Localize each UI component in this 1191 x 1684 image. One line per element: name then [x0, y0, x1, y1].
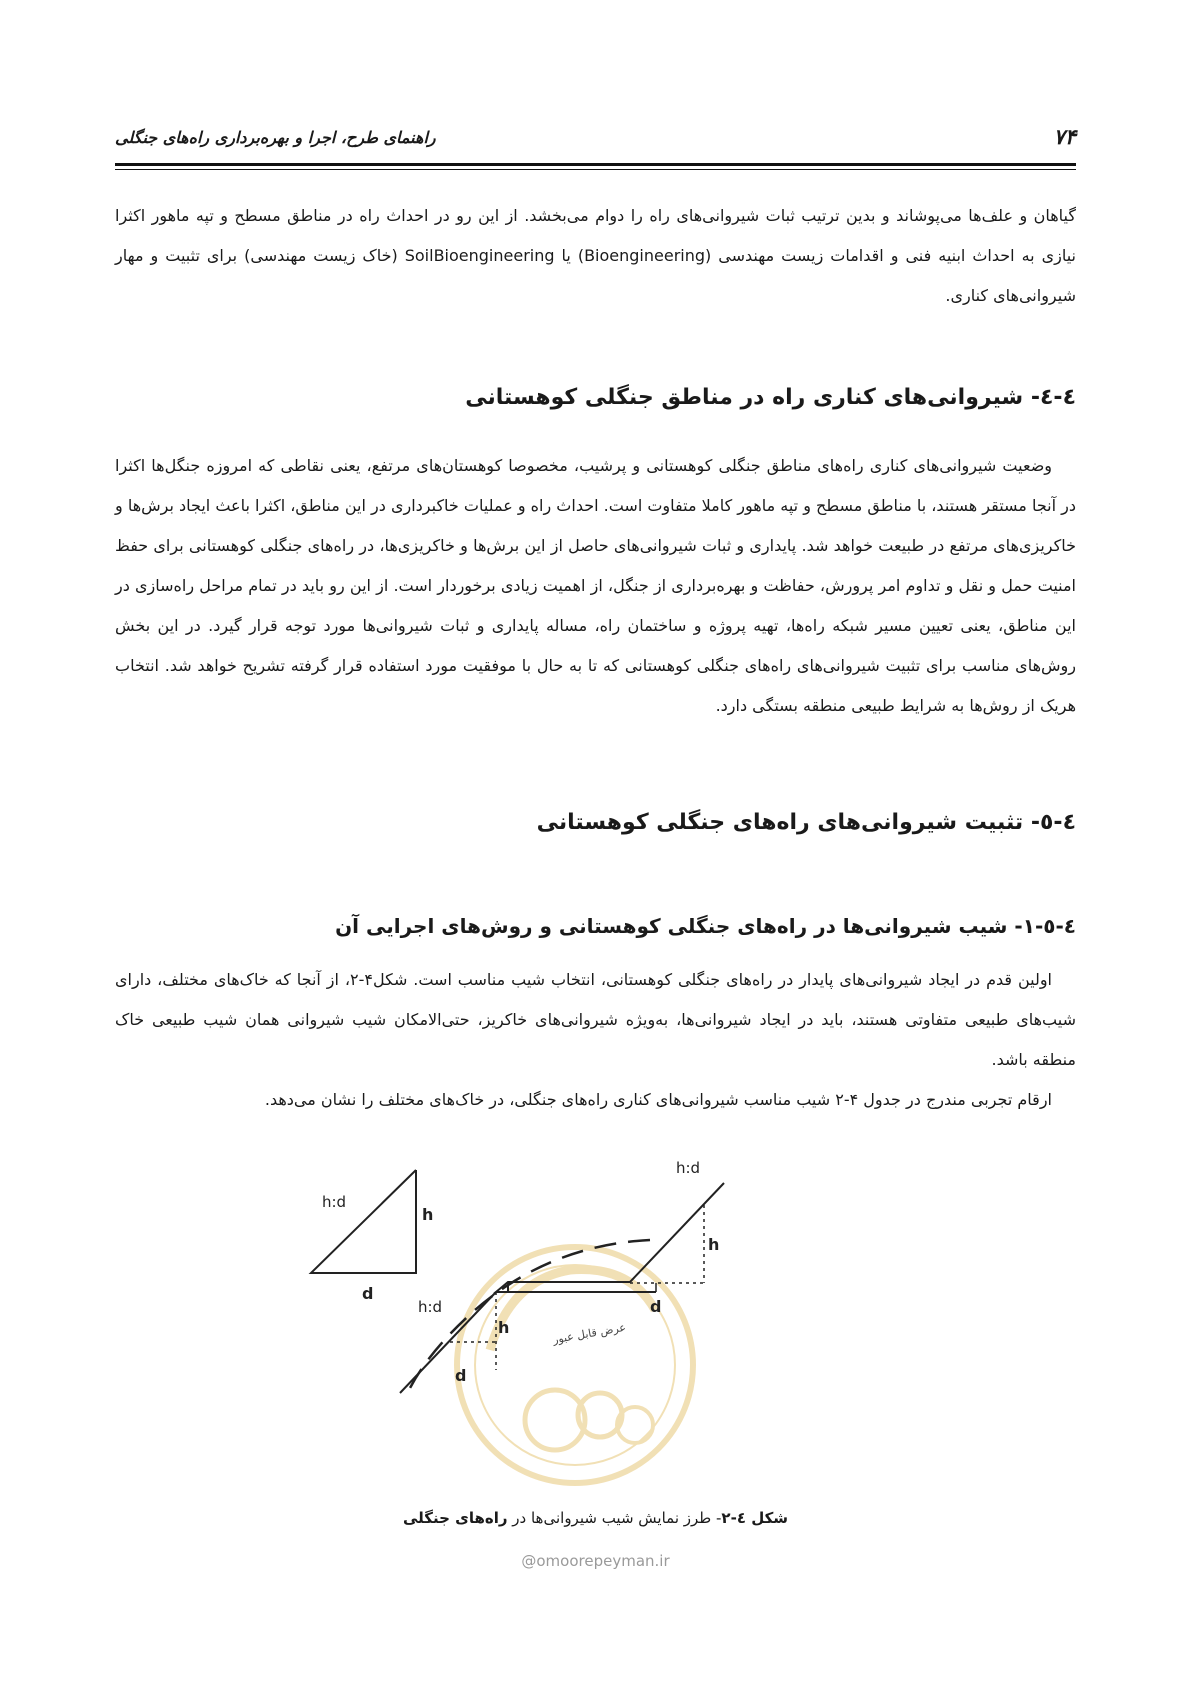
figure-caption-number: شکل ٤-۲ [721, 1509, 789, 1527]
section-heading-4-5-1: ٤-٥-١- شیب شیروانی‌ها در راه‌های جنگلی کوهستانی و روش‌های اجرایی آن [335, 914, 1076, 938]
label-h-left: h [498, 1318, 510, 1337]
header-rule-thick [115, 163, 1076, 166]
label-d-right: d [650, 1297, 662, 1316]
watermark-gear-left [525, 1390, 585, 1450]
watermark-gear-right [617, 1407, 653, 1443]
slope-figure [300, 1150, 820, 1540]
label-hd-right: h:d [676, 1159, 701, 1177]
label-d-small: d [362, 1284, 374, 1303]
section-4-5-1-paragraph-1: اولین قدم در ایجاد شیروانی‌های پایدار در راه‌های جنگلی کوهستانی، انتخاب شیب مناسب است. شکل۴-۲، از آنجا که خاک‌های مختلف، دارای شیب‌های طبیعی متفاوتی هستند، باید در ایجاد شیروانی‌ها، به‌ویژه شیروانی‌های خاکریز، حتی‌الامکان شیب شیروانی همان شیب طبیعی خاک منطقه باشد. [115, 970, 1076, 1069]
original-terrain-dashed [410, 1240, 650, 1388]
page-number: ۷۴ [1053, 124, 1076, 149]
section-4-4-text-block [115, 446, 1076, 726]
label-h-right: h [708, 1235, 720, 1254]
watermark-url: @omoorepeyman.ir [521, 1552, 670, 1570]
section-heading-4-4: ٤-٤- شیروانی‌های کناری راه در مناطق جنگلی کوهستانی [465, 385, 1076, 410]
label-hd-left: h:d [418, 1298, 443, 1316]
label-h-small: h [422, 1205, 434, 1224]
intro-paragraph: گیاهان و علف‌ها می‌پوشاند و بدین ترتیب ثبات شیروانی‌های راه را دوام می‌بخشد. از این رو در احداث راه در مناطق مسطح و تپه ماهور اکثرا نیازی به احداث ابنیه فنی و اقدامات زیست مهندسی (Bioengineering) یا SoilBioengineering (خاک زیست مهندسی) برای تثبیت و مهار شیروانی‌های کناری. [115, 206, 1077, 305]
figure-caption [115, 1509, 1076, 1527]
label-d-left: d [455, 1366, 467, 1385]
running-header [115, 124, 1076, 162]
figure-caption-text: - طرز نمایش شیب شیروانی‌ها در [507, 1509, 722, 1527]
label-road-width: عرض قابل عبور [551, 1320, 627, 1347]
reference-triangle [311, 1170, 433, 1303]
label-hd-small: h:d [322, 1193, 347, 1211]
section-4-4-paragraph: وضعیت شیروانی‌های کناری راه‌های مناطق جنگلی کوهستانی و پرشیب، مخصوصا کوهستان‌های مرتفع، یعنی نقاطی که امروزه جنگل‌ها اکثرا در آنجا مستقر هستند، با مناطق مسطح و تپه ماهور کاملا متفاوت است. احداث راه و عملیات خاکبرداری در این مناطق، اکثرا باعث ایجاد برش‌ها و خاکریزی‌های مرتفع در طبیعت خواهد شد. پایداری و ثبات شیروانی‌های حاصل از این برش‌ها و خاکریزی‌ها، در راه‌های جنگلی کوهستانی برای حفظ امنیت حمل و نقل و تداوم امر پرورش، حفاظت و بهره‌برداری از جنگل، از اهمیت زیادی برخوردار است. از این رو باید در تمام مراحل راه‌سازی در این مناطق، یعنی تعیین مسیر شبکه راه‌ها، تهیه پروژه و ساختمان راه، مساله پایداری و ثبات شیروانی‌ها مورد توجه قرار گیرد. در این بخش روش‌های مناسب برای تثبیت شیروانی‌های راه‌های جنگلی کوهستانی که تا به حال با موفقیت مورد استفاده قرار گرفته تشریح خواهد شد. انتخاب هریک از روش‌ها به شرایط طبیعی منطقه بستگی دارد. [115, 456, 1076, 715]
running-header-title: راهنمای طرح، اجرا و بهره‌برداری راه‌های جنگلی [115, 128, 436, 147]
slope-diagram [300, 1150, 820, 1540]
section-4-5-1-paragraph-2: ارقام تجربی مندرج در جدول ۴-۲ شیب مناسب شیروانی‌های کناری راه‌های جنگلی، در خاک‌های مختلف را نشان می‌دهد. [264, 1090, 1052, 1109]
reference-triangle-outline [311, 1170, 416, 1273]
intro-text-block [115, 196, 1076, 316]
header-rule-thin [115, 169, 1076, 170]
figure-caption-suffix: راه‌های جنگلی [402, 1509, 508, 1527]
cut-slope-line [630, 1183, 724, 1282]
section-4-5-1-text-block [115, 960, 1076, 1120]
section-heading-4-5: ٤-٥- تثبیت شیروانی‌های راه‌های جنگلی کوهستانی [536, 810, 1076, 835]
